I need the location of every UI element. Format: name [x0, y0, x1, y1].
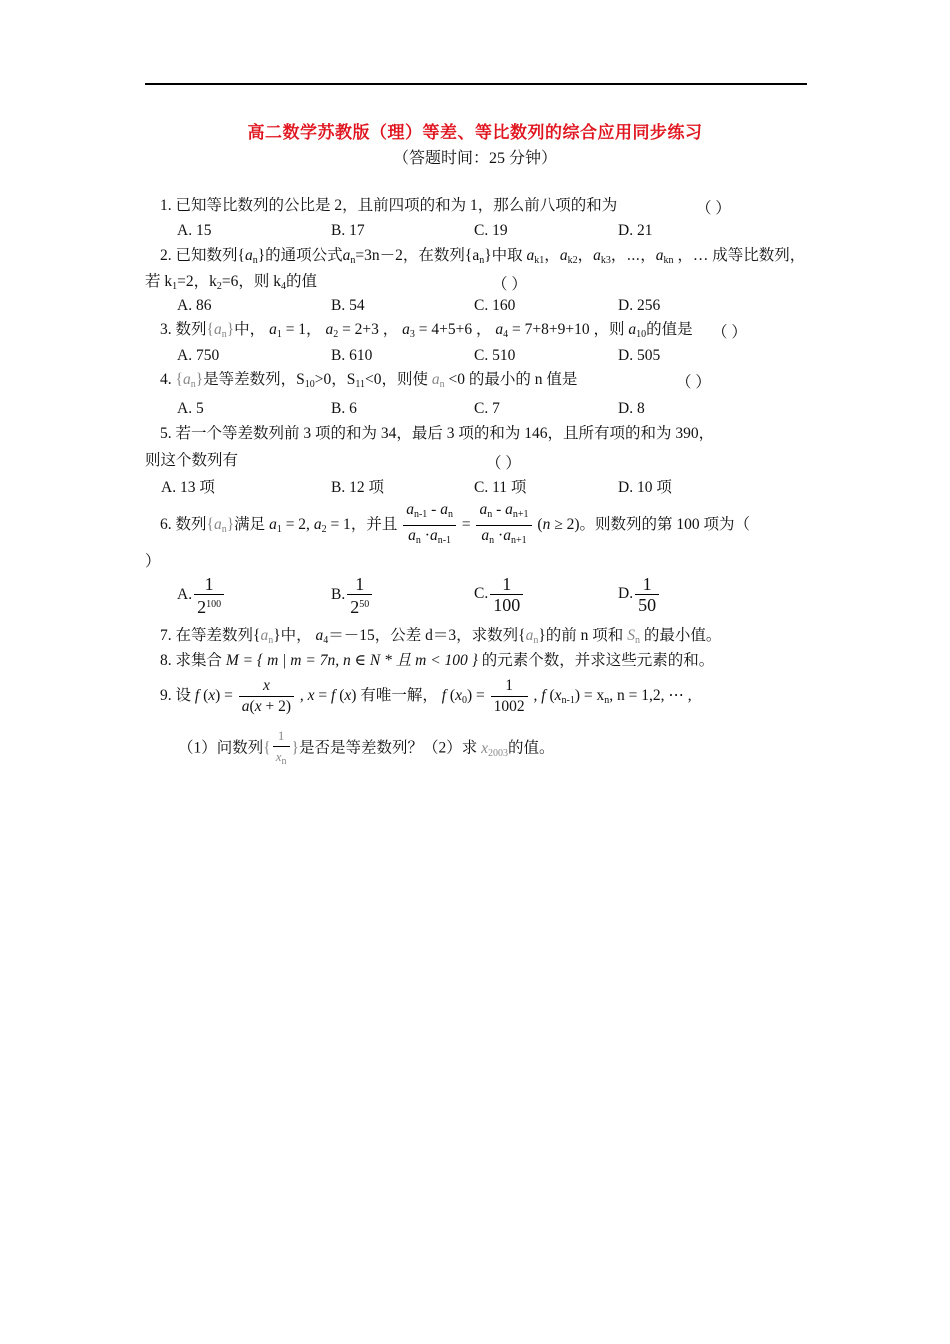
question-6: 6. 数列$\{a_n\}$满足 $a_1 = 2$, $a_2 = 1$，并且 $\frac{a_{n-1} - a_n}{a_n \cdot a_{n-1}}$ = $\frac{a_n - a_{n+1}}{a_n \cdot a_{n+1}}$ (n ≥ 2)。则数列的第 100 项为（	[160, 500, 750, 551]
q3-option-d: D. 505	[618, 347, 661, 364]
q1-option-c: C. 19	[474, 222, 508, 239]
page-subtitle: （答题时间：25 分钟）	[392, 150, 557, 167]
header-rule	[145, 83, 807, 85]
question-5-line-2: 则这个数列有	[145, 452, 239, 469]
question-1	[160, 196, 617, 216]
q1-option-b: B. 17	[331, 222, 365, 239]
set-expression: M = { m | m = 7n, n ∈ N * 且 m < 100 }	[225, 652, 478, 669]
q4-option-a: A. 5	[177, 400, 204, 417]
q1-option-a: A. 15	[177, 222, 212, 239]
q3-option-b: B. 610	[331, 347, 373, 364]
q6-option-d: D. $\frac{1}{50}$	[618, 574, 661, 615]
q6-option-b: B. $\frac{1}{2^{50}}$	[331, 574, 374, 617]
q9-initial-fraction: $\frac{1}{1002}$	[491, 676, 528, 717]
q9-function-fraction: $\frac{x}{a(x + 2)}$	[239, 676, 294, 717]
question-9-subparts: （1）问数列{ $\frac{1}{x_n}$ }是否是等差数列？（2）求 $x_{2003}$的值。	[178, 726, 555, 774]
q4-option-d: D. 8	[618, 400, 645, 417]
question-4: 4. $\{a_n\}$是等差数列，$S_{10}>0$，$S_{11}<0$，则使 $a_n <0$ 的最小的 n 值是	[160, 371, 578, 390]
answer-paren-1: （ ）	[696, 200, 731, 217]
q6-option-c: C. $\frac{1}{100}$	[474, 574, 525, 615]
q5-option-b: B. 12 项	[331, 479, 384, 496]
question-3: 3. 数列$\{a_n\}$中， $a_1 = 1$， $a_2 = 2+3$ ， $a_3 = 4+5+6$ ， $a_4 = 7+8+9+10$ ，则 $a_{10}$的值是	[160, 321, 693, 340]
q4-option-b: B. 6	[331, 400, 357, 417]
answer-paren-3: （ ）	[712, 324, 747, 341]
q3-option-a: A. 750	[177, 347, 220, 364]
answer-paren-2: （ ）	[492, 276, 527, 293]
q2-option-d: D. 256	[618, 297, 661, 314]
question-6-line-2: ）	[145, 553, 161, 570]
question-2: 2. 已知数列$\{a_n\}$的通项公式$a_n=3n-2$，在数列$\{a_n\}$中取 $a_{k1}$，$a_{k2}$，$a_{k3}$，⋯，$a_{kn}$ ，… 成等比数列，	[160, 247, 806, 266]
question-2-line-2: 若 $k_1=2$，$k_2=6$，则 $k_4$的值	[145, 273, 318, 292]
page-title: 高二数学苏教版（理）等差、等比数列的综合应用同步练习	[247, 123, 703, 142]
q3-option-c: C. 510	[474, 347, 516, 364]
q5-option-a: A. 13 项	[161, 479, 215, 496]
question-9: 9. 设 f (x) = $\frac{x}{a(x + 2)}$ , x = f (x) 有唯一解， f $(x_0)$ = $\frac{1}{1002}$ , f $(x_{n-1}) = x_n$, n = 1,2, ⋯ ,	[160, 677, 692, 715]
q2-option-c: C. 160	[474, 297, 516, 314]
q2-option-b: B. 54	[331, 297, 365, 314]
question-8: 8. 求集合 M = { m | m = 7n, n ∈ N * 且 m < 100 } 的元素个数，并求这些元素的和。	[160, 652, 715, 669]
q5-option-d: D. 10 项	[618, 479, 672, 496]
q2-option-a: A. 86	[177, 297, 212, 314]
q6-rhs-fraction: $\frac{a_n - a_{n+1}}{a_n \cdot a_{n+1}}$	[476, 500, 531, 551]
answer-paren-5: （ ）	[486, 455, 521, 472]
q5-option-c: C. 11 项	[474, 479, 527, 496]
q6-lhs-fraction: $\frac{a_{n-1} - a_n}{a_n \cdot a_{n-1}}$	[403, 500, 456, 551]
q4-option-c: C. 7	[474, 400, 500, 417]
question-1-text: 1. 已知等比数列的公比是 2，且前四项的和为 1，那么前八项的和为	[160, 197, 618, 214]
q6-option-a: A. $\frac{1}{2^{100}}$	[177, 574, 226, 617]
question-5: 5. 若一个等差数列前 3 项的和为 34，最后 3 项的和为 146，且所有项的和为 390，	[160, 425, 715, 442]
q1-option-d: D. 21	[618, 222, 653, 239]
q9-reciprocal-fraction: $\frac{1}{x_n}$	[273, 726, 290, 772]
answer-paren-4: （ ）	[676, 374, 711, 391]
question-7: 7. 在等差数列$\{a_n\}$中， $a_4=-15$，公差 d＝3，求数列$\{a_n\}$的前 n 项和 $S_n$ 的最小值。	[160, 627, 722, 646]
